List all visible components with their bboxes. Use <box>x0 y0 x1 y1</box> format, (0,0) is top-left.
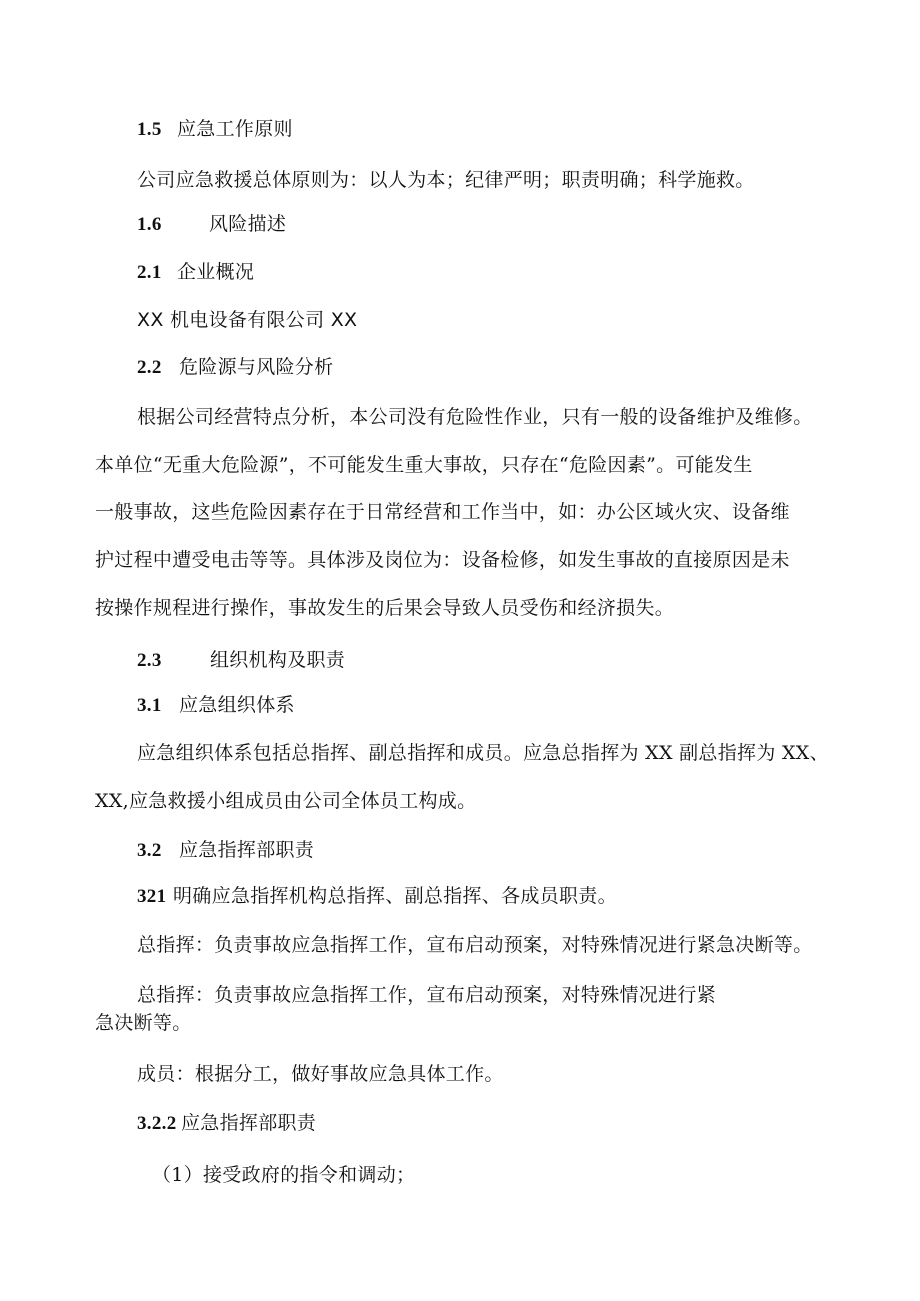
paragraph-commander-repeat: 总指挥：负责事故应急指挥工作，宣布启动预案，对特殊情况进行紧 <box>137 984 717 1006</box>
section-title: 组织机构及职责 <box>210 649 346 671</box>
section-number: 3.2 <box>137 840 162 861</box>
section-title: 应急指挥部职责 <box>179 839 315 861</box>
paragraph-text: 明确应急指挥机构总指挥、副总指挥、各成员职责。 <box>173 885 617 907</box>
paragraph-org-line: 应急组织体系包括总指挥、副总指挥和成员。应急总指挥为 XX 副总指挥为 XX、 <box>137 742 829 764</box>
paragraph-risk-line: 一般事故，这些危险因素存在于日常经营和工作当中，如：办公区域火灾、设备维 <box>95 501 790 523</box>
section-heading-2-1 <box>137 260 254 285</box>
section-number: 2.3 <box>137 650 162 671</box>
section-number: 3.2.2 <box>137 1113 177 1134</box>
section-title: 风险描述 <box>209 213 287 235</box>
section-title: 应急组织体系 <box>179 694 295 716</box>
section-number: 1.5 <box>137 119 162 140</box>
paragraph-risk-line: 本单位“无重大危险源”，不可能发生重大事故，只存在“危险因素”。可能发生 <box>95 454 753 476</box>
section-heading-3-1 <box>137 693 295 718</box>
paragraph-commander-repeat: 急决断等。 <box>95 1012 192 1034</box>
section-heading-2-3 <box>137 648 345 673</box>
section-number: 1.6 <box>137 214 162 235</box>
section-heading-3-2 <box>137 838 314 863</box>
section-title: 应急指挥部职责 <box>181 1112 317 1134</box>
paragraph-company-overview: XX 机电设备有限公司 XX <box>137 309 358 331</box>
paragraph-principles: 公司应急救援总体原则为：以人为本；纪律严明；职责明确；科学施救。 <box>137 169 755 191</box>
section-heading-3-2-2 <box>137 1111 316 1136</box>
section-title: 应急工作原则 <box>177 118 293 140</box>
section-number: 2.2 <box>137 357 162 378</box>
section-heading-2-2 <box>137 355 333 380</box>
section-title: 危险源与风险分析 <box>179 356 334 378</box>
section-number: 2.1 <box>137 262 162 283</box>
section-title: 企业概况 <box>177 261 255 283</box>
paragraph-risk-line: 护过程中遭受电击等等。具体涉及岗位为：设备检修，如发生事故的直接原因是未 <box>95 549 790 571</box>
paragraph-risk-line: 根据公司经营特点分析，本公司没有危险性作业，只有一般的设备维护及维修。 <box>137 406 813 428</box>
list-item-1: （1）接受政府的指令和调动； <box>152 1164 416 1186</box>
paragraph-org-line: XX,应急救援小组成员由公司全体员工构成。 <box>95 790 477 812</box>
section-heading-1-6 <box>137 212 286 237</box>
paragraph-commander: 总指挥：负责事故应急指挥工作，宣布启动预案，对特殊情况进行紧急决断等。 <box>137 934 813 956</box>
paragraph-number: 321 <box>137 886 167 907</box>
paragraph-members: 成员：根据分工，做好事故应急具体工作。 <box>137 1063 504 1085</box>
section-number: 3.1 <box>137 695 162 716</box>
section-heading-1-5 <box>137 117 293 142</box>
paragraph-3-2-1 <box>137 884 617 909</box>
paragraph-risk-line: 按操作规程进行操作，事故发生的后果会导致人员受伤和经济损失。 <box>95 597 675 619</box>
